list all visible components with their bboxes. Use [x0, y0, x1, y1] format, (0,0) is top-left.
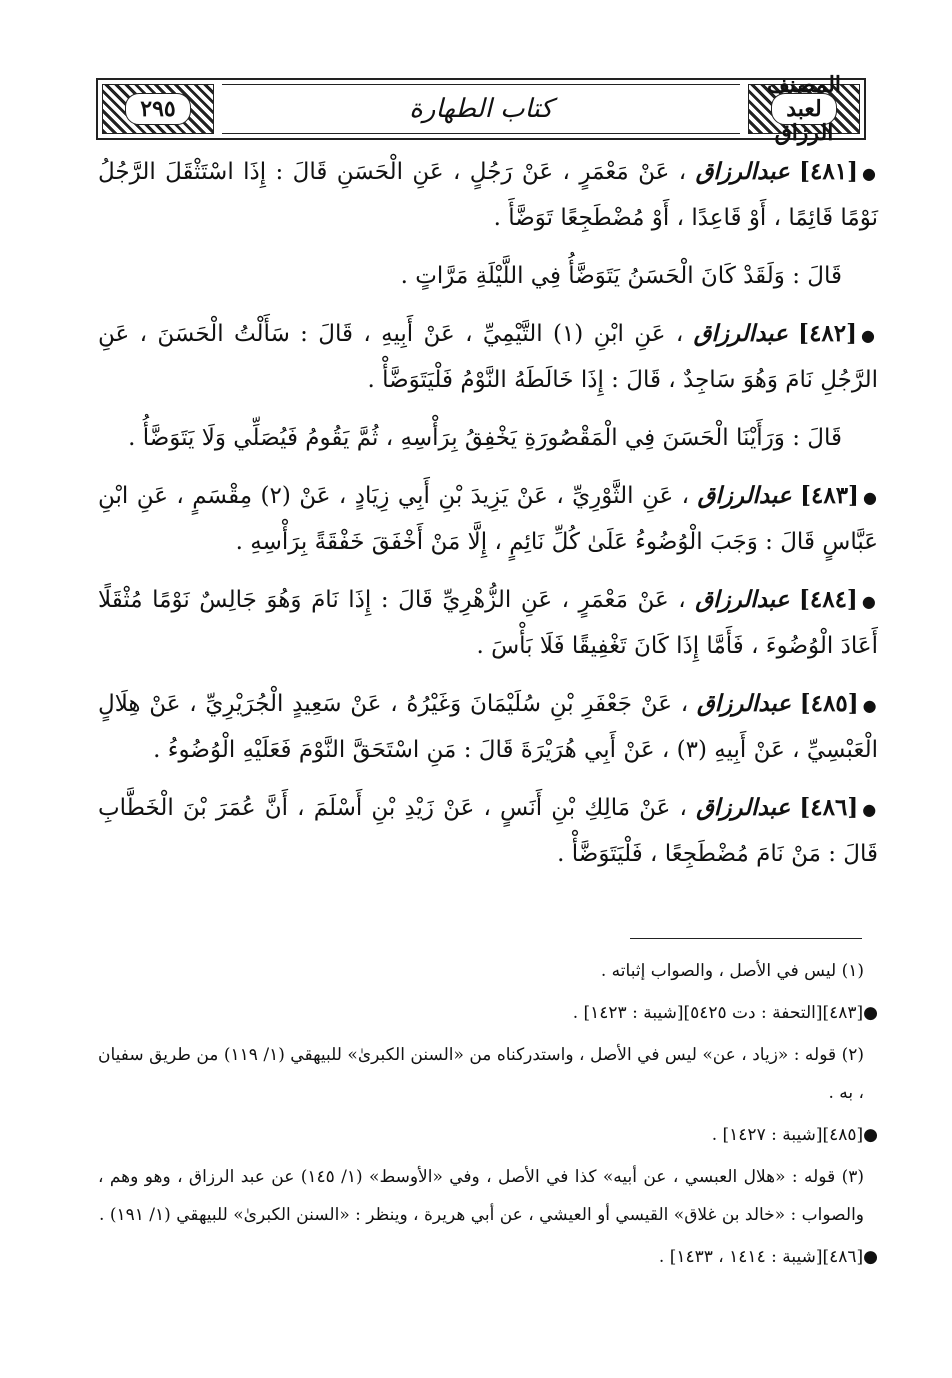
ref-485: ●[٤٨٥][شيبة : ١٤٢٧] .: [711, 1125, 878, 1145]
quote-481: قَالَ : وَلَقَدْ كَانَ الْحَسَنُ يَتَوَضَّأُ فِي اللَّيْلَةِ مَرَّاتٍ .: [400, 263, 842, 289]
hadith-text: ، عَنِ ابْنِ (١) التَّيْمِيِّ ، عَنْ أَبِيهِ ، قَالَ : سَأَلْتُ الْحَسَنَ ، عَنِ الرَّجُلِ نَامَ وَهُوَ سَاجِدٌ ، قَالَ : إِذَا خَالَطَهُ النَّوْمُ فَلْيَتَوَضَّأْ .: [98, 321, 878, 393]
hadith-text: ، عَنْ مَالِكِ بْنِ أَنَسٍ ، عَنْ زَيْدِ بْنِ أَسْلَمَ ، أَنَّ عُمَرَ بْنَ الْخَطَّابِ قَالَ : مَنْ نَامَ مُضْطَجِعًا ، فَلْيَتَوَضَّأْ .: [98, 795, 878, 867]
ref-486: ●[٤٨٦][شيبة : ١٤١٤ ، ١٤٣٣] .: [658, 1247, 878, 1267]
footnote-divider: [630, 938, 862, 939]
chapter-title: كتاب الطهارة: [222, 84, 740, 134]
source-name: عبدالرزاق: [696, 690, 792, 717]
page-number: ٢٩٥: [125, 93, 191, 125]
hadith-number: [٤٨٦]: [799, 794, 859, 821]
bullet-marker: ●: [861, 326, 879, 345]
source-name: عبدالرزاق: [696, 794, 791, 821]
hadith-number: [٤٨٥]: [799, 690, 859, 717]
book-seal: المصنف لعبد الرزاق: [767, 71, 842, 147]
bullet-marker: ●: [861, 164, 879, 183]
bullet-marker: ●: [861, 592, 879, 611]
source-name: عبدالرزاق: [697, 482, 792, 509]
hadith-number: [٤٨٣]: [800, 482, 859, 509]
hadith-text: ، عَنِ الثَّوْرِيِّ ، عَنْ يَزِيدَ بْنِ أَبِي زِيَادٍ ، عَنْ (٢) مِقْسَمٍ ، عَنِ ابْنِ عَبَّاسٍ قَالَ : وَجَبَ الْوُضُوءُ عَلَىٰ كُلِّ نَائِمٍ ، إِلَّا مَنْ أَخْفَقَ خَفْقَةً بِرَأْسِهِ .: [98, 483, 878, 555]
source-name: عبدالرزاق: [695, 158, 790, 185]
hadith-486: [98, 786, 878, 876]
hadith-484: [98, 578, 878, 668]
hadith-number: [٤٨٤]: [798, 586, 858, 613]
bullet-marker: ●: [862, 696, 878, 715]
footnote-1: (١) ليس في الأصل ، والصواب إثباته .: [600, 961, 864, 981]
footnotes: [98, 952, 878, 1280]
main-text: [98, 150, 878, 890]
bullet-marker: ●: [862, 488, 879, 507]
bullet-marker: ●: [862, 800, 878, 819]
hadith-485: [98, 682, 878, 772]
footnote-3: (٣) قوله : «هلال العبسي ، عن أبيه» كذا في الأصل ، وفي «الأوسط» (١/ ١٤٥) عن عبد الرزاق ، وهو وهم ، والصواب : «خالد بن غلاق» القيسي أو العيشي ، عن أبي هريرة ، وينظر : «السنن الكبرىٰ» للبيهقي (١/ ١٩١) .: [98, 1167, 864, 1225]
hadith-number: [٤٨٢]: [798, 320, 858, 347]
ref-483: ●[٤٨٣][التحفة : دت ٥٤٢٥][شيبة : ١٤٢٣] .: [572, 1003, 878, 1023]
hadith-number: [٤٨١]: [799, 158, 858, 185]
hadith-481: [98, 150, 878, 240]
source-name: عبدالرزاق: [695, 586, 790, 613]
header-ornament-right: [748, 71, 860, 147]
hadith-482: [98, 312, 878, 402]
page-header: [96, 71, 866, 147]
hadith-text: ، عَنْ مَعْمَرٍ ، عَنْ رَجُلٍ ، عَنِ الْحَسَنِ قَالَ : إِذَا اسْتَثْقَلَ الرَّجُلُ نَوْمًا قَائِمًا ، أَوْ قَاعِدًا ، أَوْ مُضْطَجِعًا تَوَضَّأَ .: [98, 159, 878, 231]
source-name: عبدالرزاق: [693, 320, 788, 347]
hadith-text: ، عَنْ مَعْمَرٍ ، عَنِ الزُّهْرِيِّ قَالَ : إِذَا نَامَ وَهُوَ جَالِسٌ نَوْمًا مُثْقَلًا أَعَادَ الْوُضُوءَ ، فَأَمَّا إِذَا كَانَ تَغْفِيقًا فَلَا بَأْسَ .: [98, 587, 878, 659]
hadith-483: [98, 474, 878, 564]
hadith-text: ، عَنْ جَعْفَرِ بْنِ سُلَيْمَانَ وَغَيْرُهُ ، عَنْ سَعِيدٍ الْجُرَيْرِيِّ ، عَنْ هِلَالٍ الْعَبْسِيِّ ، عَنْ أَبِيهِ (٣) ، عَنْ أَبِي هُرَيْرَةَ قَالَ : مَنِ اسْتَحَقَّ النَّوْمَ فَعَلَيْهِ الْوُضُوءُ .: [98, 691, 878, 763]
header-ornament-left: [102, 84, 214, 134]
quote-482: قَالَ : وَرَأَيْنَا الْحَسَنَ فِي الْمَقْصُورَةِ يَخْفِقُ بِرَأْسِهِ ، ثُمَّ يَقُومُ فَيُصَلِّي وَلَا يَتَوَضَّأُ .: [128, 425, 842, 451]
footnote-2: (٢) قوله : «زياد ، عن» ليس في الأصل ، واستدركناه من «السنن الكبرىٰ» للبيهقي (١/ ١١٩) من طريق سفيان ، به .: [98, 1045, 864, 1103]
